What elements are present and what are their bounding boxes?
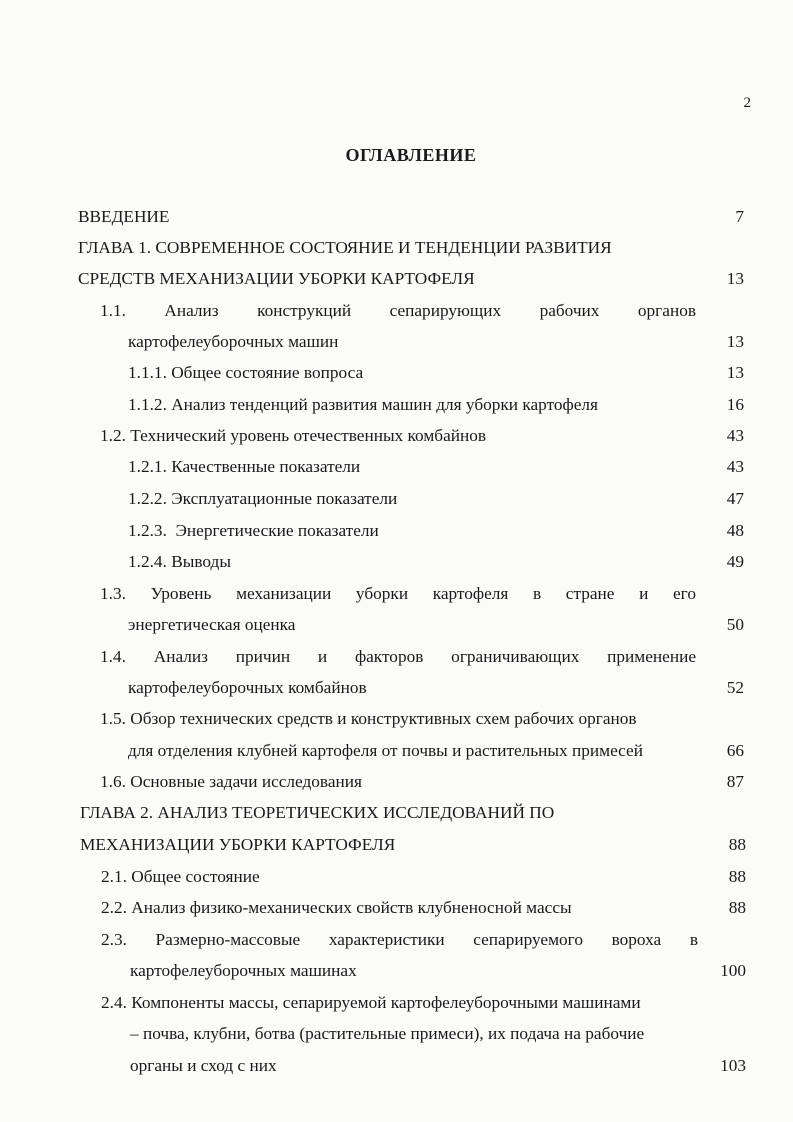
toc-page-number: 52 bbox=[726, 678, 744, 697]
toc-page-number: 43 bbox=[726, 426, 744, 445]
toc-entry-2-1: 2.1. Общее состояние bbox=[101, 867, 260, 886]
toc-title: ОГЛАВЛЕНИЕ bbox=[345, 145, 477, 165]
toc-entry-chapter-1-cont: СРЕДСТВ МЕХАНИЗАЦИИ УБОРКИ КАРТОФЕЛЯ bbox=[78, 269, 475, 288]
toc-page-number: 13 bbox=[726, 363, 744, 382]
toc-entry-1-2-1: 1.2.1. Качественные показатели bbox=[128, 457, 361, 476]
toc-entry-1-4: 1.4. Анализ причин и факторов ограничивающих применение bbox=[100, 647, 696, 666]
toc-page-number: 88 bbox=[728, 835, 746, 854]
toc-page-number: 43 bbox=[726, 457, 744, 476]
toc-page-number: 13 bbox=[726, 332, 744, 351]
toc-page-number: 49 bbox=[726, 552, 744, 571]
toc-page-number: 48 bbox=[726, 521, 744, 540]
toc-entry-1-2-2: 1.2.2. Эксплуатационные показатели bbox=[128, 489, 398, 508]
toc-entry-1-5: 1.5. Обзор технических средств и конструктивных схем рабочих органов bbox=[100, 709, 637, 728]
toc-page-number: 103 bbox=[720, 1056, 746, 1075]
toc-entry-1-6: 1.6. Основные задачи исследования bbox=[100, 772, 362, 791]
toc-entry-1-5-cont: для отделения клубней картофеля от почвы и растительных примесей bbox=[128, 741, 643, 760]
toc-entry-introduction: ВВЕДЕНИЕ bbox=[78, 207, 170, 226]
toc-entry-1-1-cont: картофелеуборочных машин bbox=[128, 332, 339, 351]
toc-page-number: 7 bbox=[735, 207, 744, 226]
toc-page-number: 13 bbox=[726, 269, 744, 288]
toc-page-number: 88 bbox=[728, 898, 746, 917]
toc-entry-2-4-cont: – почва, клубни, ботва (растительные примеси), их подача на рабочие bbox=[130, 1024, 645, 1043]
toc-page-number: 47 bbox=[726, 489, 744, 508]
toc-entry-2-3-cont: картофелеуборочных машинах bbox=[130, 961, 357, 980]
toc-entry-1-2-4: 1.2.4. Выводы bbox=[128, 552, 231, 571]
toc-entry-2-2: 2.2. Анализ физико-механических свойств клубненосной массы bbox=[101, 898, 572, 917]
toc-page-number: 87 bbox=[726, 772, 744, 791]
toc-page-number: 88 bbox=[728, 867, 746, 886]
toc-entry-2-4: 2.4. Компоненты массы, сепарируемой картофелеуборочными машинами bbox=[101, 993, 641, 1012]
toc-entry-1-2: 1.2. Технический уровень отечественных комбайнов bbox=[100, 426, 487, 445]
toc-entry-2-4-cont: органы и сход с них bbox=[130, 1056, 277, 1075]
toc-entry-chapter-2-cont: МЕХАНИЗАЦИИ УБОРКИ КАРТОФЕЛЯ bbox=[80, 835, 396, 854]
toc-entry-1-1-1: 1.1.1. Общее состояние вопроса bbox=[128, 363, 364, 382]
toc-page-number: 66 bbox=[726, 741, 744, 760]
toc-entry-1-3-cont: энергетическая оценка bbox=[128, 615, 296, 634]
toc-entry-1-2-3: 1.2.3. Энергетические показатели bbox=[128, 521, 379, 540]
toc-page-number: 50 bbox=[726, 615, 744, 634]
toc-page-number: 100 bbox=[720, 961, 746, 980]
toc-page-number: 16 bbox=[726, 395, 744, 414]
page-number: 2 bbox=[743, 95, 751, 111]
toc-entry-2-3: 2.3. Размерно-массовые характеристики сепарируемого вороха в bbox=[101, 930, 698, 949]
toc-entry-chapter-2: ГЛАВА 2. АНАЛИЗ ТЕОРЕТИЧЕСКИХ ИССЛЕДОВАНИЙ ПО bbox=[80, 803, 555, 822]
toc-entry-1-3: 1.3. Уровень механизации уборки картофеля в стране и его bbox=[100, 584, 696, 603]
toc-entry-chapter-1: ГЛАВА 1. СОВРЕМЕННОЕ СОСТОЯНИЕ И ТЕНДЕНЦИИ РАЗВИТИЯ bbox=[78, 238, 612, 257]
toc-entry-1-4-cont: картофелеуборочных комбайнов bbox=[128, 678, 367, 697]
toc-entry-1-1-2: 1.1.2. Анализ тенденций развития машин для уборки картофеля bbox=[128, 395, 599, 414]
toc-entry-1-1: 1.1. Анализ конструкций сепарирующих рабочих органов bbox=[100, 301, 696, 320]
